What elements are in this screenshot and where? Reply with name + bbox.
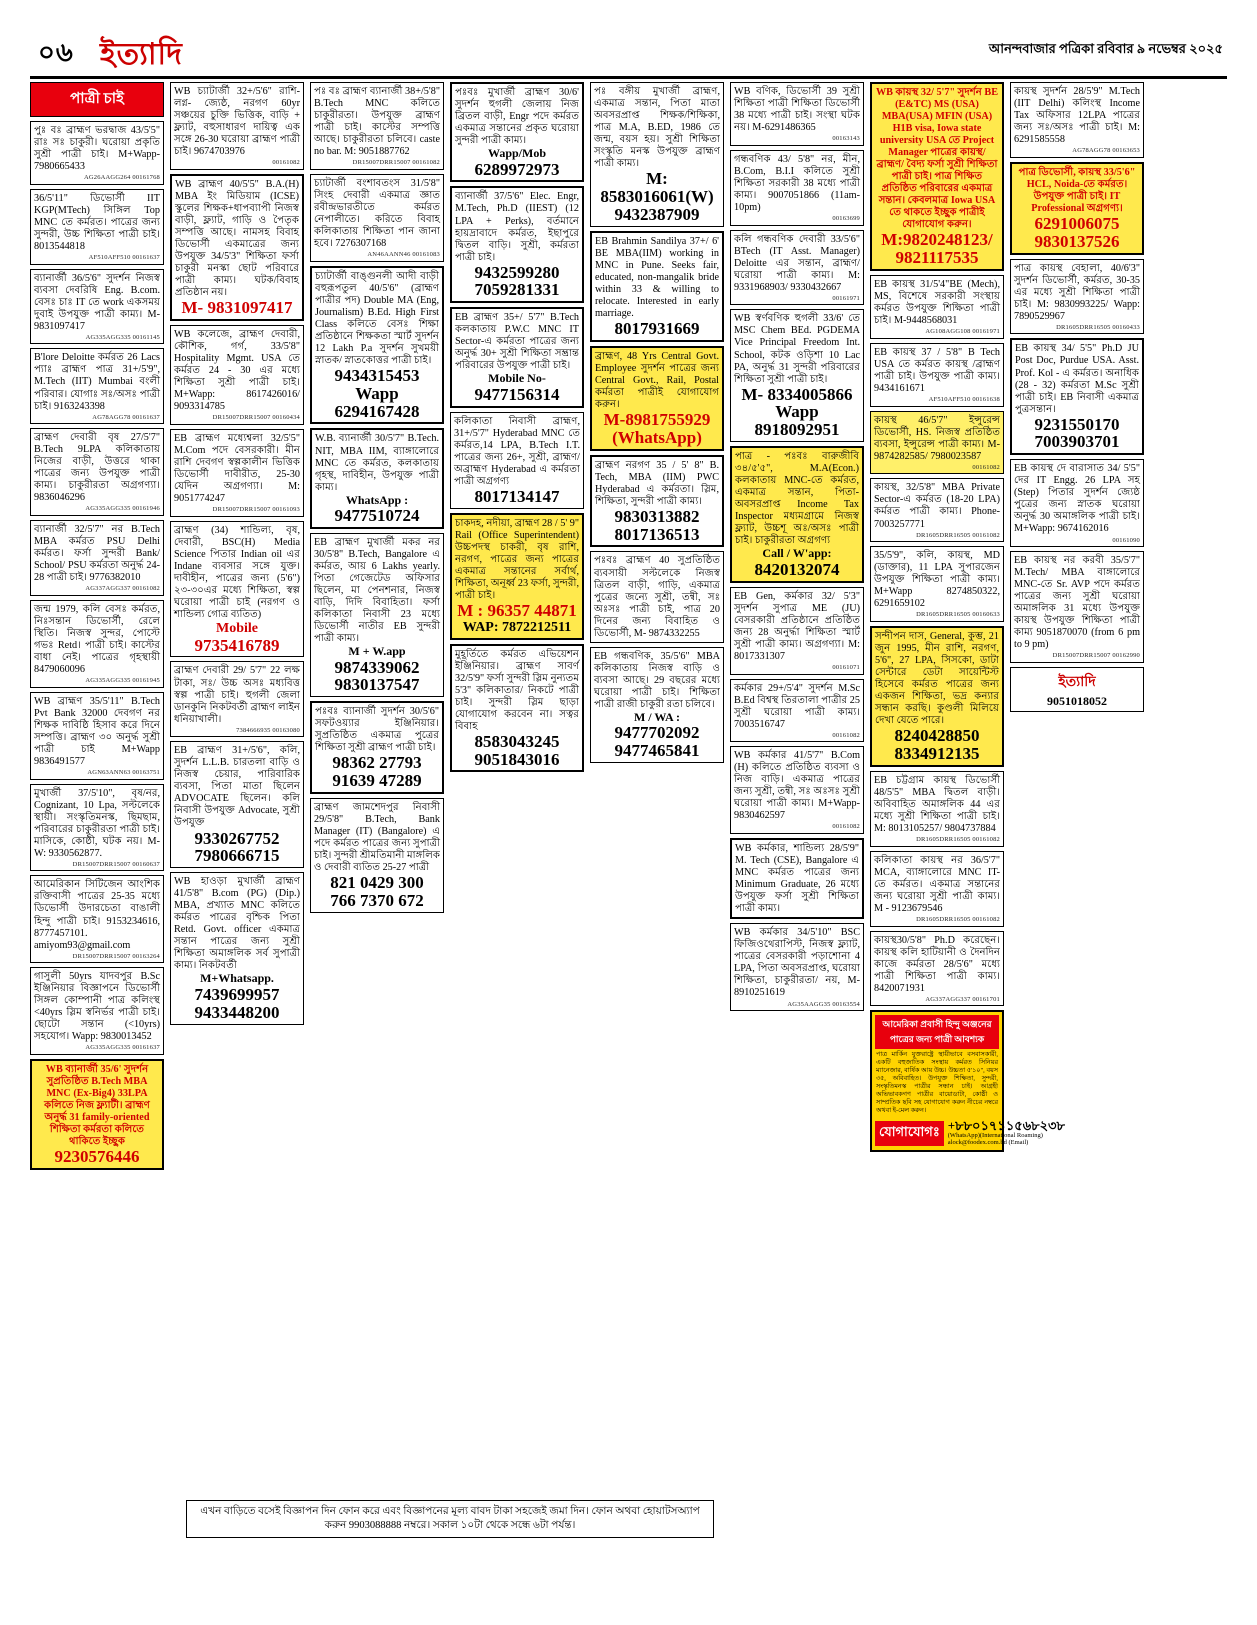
ad-body-text: পঃ বঙ্গীয় মুখার্জী ব্রাহ্মণ, একমাত্র সন্তান, পিতা মাতা অবসরপ্রাপ্ত শিক্ষক/শিক্ষিকা, পাত্র M.A, B.ED, 1986 তে জন্ম, বয়স হয়। সুশ্রী শিক্ষিতা সংস্কৃতি মনস্ক উপযুক্ত ব্রাহ্মণ পাত্রী কাম্য। — [594, 86, 720, 170]
classified-ad — [170, 82, 304, 170]
ad-phone-number[interactable]: 98362 27793 — [332, 753, 422, 773]
ad-phone-number[interactable]: 9477156314 — [474, 384, 560, 404]
ad-reference-code: AN46AANN46 00161083 — [367, 251, 440, 259]
ad-reference-code: AG335AGG335 00161946 — [85, 505, 160, 513]
classified-ad — [30, 784, 164, 872]
ad-phone-number[interactable]: 7003903701 — [1034, 432, 1120, 452]
ad-phone-number[interactable]: M- 8334005866 — [741, 384, 853, 404]
ad-reference-code: 00161082 — [832, 731, 860, 739]
ad-body-text: কর্মকার 29+/5'4" সুদর্শন M.Sc B.Ed বিশ্বস্থ তিরতালা পাত্রীর 25 সুশ্রী ঘরোয়া পাত্রী কাম্য। 7003516747 — [734, 682, 860, 730]
etyadi-small-box — [1010, 667, 1144, 712]
ad-body-text: EB ব্রাহ্মণ 35+/ 5'7" B.Tech কলকাতায় P.W.C MNC IT Sector-এ কর্মরতা পাত্রের জন্য অনুর্দ্ধ 30+ সুশ্রী শিক্ষিতা সম্ভ্রান্ত পরিবারের উপযুক্ত পাত্রী চাই। — [455, 312, 579, 372]
ad-reference-code: 00161090 — [1112, 536, 1140, 544]
classified-ad — [1010, 338, 1144, 455]
classified-ad — [30, 189, 164, 265]
ad-body-text: WB ব্যানার্জী 35/6' সুদর্শন সুপ্রতিষ্ঠিত B.Tech MBA MNC (Ex-Big4) 33LPA কলিতে নিজ ফ্ল্যাটী। ব্রাহ্মণ অনুর্দ্ধ 31 family-oriented শিক্ষিতা কর্মরতা কলিতে থাকিতে ইচ্ছুক — [44, 1064, 150, 1148]
ad-phone-label: Wapp/Mob — [487, 146, 547, 161]
ad-body-text: পুঃ বঃ ব্রাহ্মণ ভরদ্বাজ 43/5'5" রাঃ সঃ চাকুরী। ঘরোয়া প্রকৃতি সুশ্রী পাত্রী চাই। M+Wapp-7980665433 — [34, 125, 160, 173]
ad-body-text: B'lore Deloitte কর্মরত 26 Lacs প্যাঃ ব্রাহ্মণ পাত্র 31+/5'9", M.Tech (IIT) Mumbai বংলী পরিবার। যোগাঃ সঃ/অসঃ পাত্রী চাই। 9163243398 — [34, 352, 160, 412]
ad-body-text: WB কর্মকার 34/5'10" BSC ফিজিওথেরাপিস্ট, নিজস্ব ফ্ল্যাট, পাত্রের বেসরকারী পড়াশোনা 4 LPA, পিতা অবসরপ্রাপ্ত, ঘরোয়া শিক্ষিতা, চাকুরীরতা/ নয়, M-8910251619 — [734, 927, 860, 999]
ad-body-text: কায়স্থ 46/5'7" ইন্সুরেন্স ডিভোর্সী, HS. নিজস্ব প্রতিষ্ঠিত ব্যবসা, ইন্সুরেন্স পাত্রী কাম্য। M-9874282585/ 7980023587 — [874, 414, 1000, 462]
classified-column — [870, 82, 1065, 1552]
ad-phone-label: Call / W'app: — [762, 546, 832, 561]
classified-ad — [310, 174, 444, 262]
classified-ad — [1010, 82, 1144, 158]
ad-phone-number[interactable]: 8420132074 — [754, 559, 840, 579]
ad-body-text: WB কর্মকার 41/5'7" B.Com (H) কলিতে প্রতিষ্ঠিত ব্যবসা ও নিজ বাড়ি। একমাত্র পাত্রের জন্য সুশ্রী, তন্বী, সঃ অঃসঃ সুশ্রী ঘরোয়া পাত্রী কাম্য। M+Wapp- 9830462597 — [734, 750, 860, 822]
classified-ad — [870, 546, 1004, 622]
ad-body-text: পঃ বঃ ব্রাহ্মণ ব্যানার্জী 38+/5'8" B.Tech MNC কলিতে চাকুরীরতা। উপযুক্ত ব্রাহ্মণ পাত্রী চাই। কাস্টের সম্পত্তি আছে। চাকুরীরতা চলিবে। caste no bar. M: 9051887762 — [314, 86, 440, 158]
ad-phone-number[interactable]: 766 7370 672 — [330, 891, 424, 911]
ad-phone-label: WhatsApp : — [345, 492, 409, 507]
ad-reference-code: DR1605DRR16505 00160633 — [916, 611, 1000, 619]
ad-reference-code: 00161071 — [832, 663, 860, 671]
ad-phone-number[interactable]: 7059281331 — [474, 280, 560, 300]
classified-ad — [730, 679, 864, 743]
ad-phone-number[interactable]: 7439699957 — [194, 984, 280, 1004]
ad-reference-code: AG35AAGG35 00163554 — [787, 1000, 860, 1008]
classified-column — [30, 82, 164, 1552]
ad-body-text: 36/5'11" ডিভোর্সী IIT KGP(MTech) সিঙ্গিল Top MNC তে কর্মরত। পাত্রের জন্য সুন্দরী, উচ্চ শিক্ষিতা পাত্রী চাই। 8013544818 — [34, 192, 160, 252]
classified-ad — [870, 82, 1004, 271]
ad-reference-code: DR15007DRR15007 00160637 — [72, 860, 160, 868]
classified-ad — [310, 82, 444, 170]
classified-ad — [30, 428, 164, 516]
ad-reference-code: 00161082 — [272, 159, 300, 167]
ad-body-text: EB Gen, কর্মকার 32/ 5'3" সুদর্শন সুপাত্র ME (JU) বেসরকারী প্রতিষ্ঠানে প্রতিষ্ঠিত জন্য 28 অনুর্দ্ধা শিক্ষিতা স্মার্ট সুশ্রী পাত্রী কাম্য। অগ্রগণ্যা। M: 8017331307 — [734, 590, 860, 662]
classified-columns — [30, 82, 1227, 1552]
ad-body-text: WB কর্মকার, শান্ডিল্য 28/5'9" M. Tech (CSE), Bangalore এ MNC কর্মরত পাত্রের জন্য Minimum Graduate, 26 মধ্যে উপযুক্ত ফর্সা সুশ্রী শিক্ষিতা পাত্রী কাম্য। — [735, 843, 859, 915]
ad-reference-code: AGN63ANN63 00163751 — [87, 768, 160, 776]
ad-body-text: চ্যাটার্জী বংশাবতংস 31/5'8" সিংহ দেবারী একমাত্র জ্ঞাত রবীন্দ্রভারতীতে কর্মরত নেপালীতে। করিতে বিবাহ কলিকাতায় শিক্ষিতা পান জানা হবে। 7276307168 — [314, 177, 440, 249]
ad-phone-number[interactable]: M : 96357 44871 — [457, 601, 577, 620]
ad-phone-number[interactable]: 9330267752 — [194, 828, 280, 848]
classified-ad — [730, 746, 864, 834]
classified-ad — [730, 838, 864, 919]
ad-body-text: পাত্র - পঃবঃ বারুজীবি ৩৪/৫'৫", M.A(Econ.) কলকাতায় MNC-তে কর্মরত, একমাত্র সন্তান, পিতা- অবসরপ্রাপ্ত Income Tax Inspector মধ্যমগ্রামে নিজস্ব ফ্ল্যাট, উচ্চশূ অঃ/অসঃ পাত্রী চাই। চাকুরীরতা অগ্রগণ্য — [735, 451, 859, 547]
ad-body-text: WB কলেজে, ব্রাহ্মণ দেবারী, কৌশিক, গর্গ, 33/5'8" Hospitality Mgmt. USA তে কর্মরত 24 - 30 এর মধ্যে শিক্ষিতা সুশ্রী পাত্রী চাই। M+Wapp: 8617426016/ 9093314785 — [174, 329, 300, 413]
ad-body-text: WB হাওড়া মুখার্জী ব্রাহ্মণ 41/5'8" B.com (PG) (Dip.) MBA, প্রখ্যাত MNC কলিতে কর্মরত পাত্রের বৃশ্চিক পিতা Retd. Govt. officer একমাত্র সন্তান পাত্রের জন্য সুশ্রী শিক্ষিতা অমাঙ্গলিক সর্ব সুপাত্রী কাম্য। নিকটবর্তী — [174, 876, 300, 972]
ad-phone-number[interactable]: Wapp — [355, 383, 399, 403]
classified-ad — [590, 455, 724, 548]
ad-reference-code: DR15007DRR15007 00162990 — [1052, 652, 1140, 660]
ad-body-text: ব্যানার্জী 37/5'6" Elec. Engr, M.Tech, Ph.D (IIEST) (12 LPA + Perks), বর্তমানে হায়দ্রাবাদে কর্মরত, ইছাপুরে দ্বিতল বাড়ি। সুশ্রী, কর্মরতা পাত্রী চাই। — [455, 191, 579, 263]
ad-phone-number[interactable]: 9874339062 — [334, 657, 420, 677]
ad-reference-code: AF510AFF510 00161638 — [928, 395, 1000, 403]
classified-ad — [870, 626, 1004, 767]
ad-reference-code: 00163143 — [832, 135, 860, 143]
ad-reference-code: DR15007DRR15007 00163264 — [72, 952, 160, 960]
ad-body-text: 35/5'9", কলি, কায়স্থ, MD (ডাক্তার), 11 LPA সুপারজেন উপযুক্ত শিক্ষিতা পাত্রী কাম্য। M+Wapp 8274850322, 6291659102 — [874, 550, 1000, 610]
ad-phone-number[interactable]: 9432599280 — [474, 262, 560, 282]
classified-ad — [170, 661, 304, 737]
ad-phone-number[interactable]: 9477702092 — [614, 723, 700, 743]
ad-phone-number[interactable]: 8334912135 — [894, 744, 980, 764]
ad-phone-number[interactable]: 8017136513 — [614, 524, 700, 544]
ad-body-text: EB গন্ধবণিক, 35/5'6" MBA কলিকাতায় নিজস্ব বাড়ি ও ব্যবসা আছে। 29 বছরের মধ্যে ঘরোয়া পাত্রী চাই। শিক্ষিতা পাত্রী রাজী চাকুরী রতা চলিবে। — [594, 650, 720, 710]
classified-ad — [870, 411, 1004, 475]
ad-phone-number[interactable]: 821 0429 300 — [330, 873, 424, 893]
ad-body-text: WB স্বর্ণবণিক হুগলী 33/6' তে MSC Chem BEd. PGDEMA Vice Principal Freedom Int. School, কটক ওড়িশা 10 Lac PA, অনুর্দ্ধ 31 সুন্দরী পরিবারের শিক্ষিতা সুশ্রী পাত্রী চাই। — [734, 313, 860, 385]
ad-phone-label: M + W.app — [348, 644, 406, 659]
ad-body-text: আমেরিকান সিটিজেন আংশিক রক্তিবাসী পাত্রের 25-35 মধ্যে ডিভোর্সী উদারচেতা বাঙালী হিন্দু পাত্রী চাই। 9153234616, 8777457101. amiyom93@gmail.com — [34, 879, 160, 951]
classified-ad — [450, 82, 584, 182]
ad-phone-number[interactable]: 9231550170 — [1034, 414, 1120, 434]
classified-column — [310, 82, 444, 1552]
ad-reference-code: DR15007DRR15007 00160434 — [212, 414, 300, 422]
ad-body-text: ব্যানার্জী 32/5'7" নর B.Tech MBA কর্মরত PSU Delhi কর্মরত। ফর্সা সুন্দরী Bank/ School/ PSU কর্মরতা অনুর্দ্ধ 24-28 পাত্রী চাই। 9776382010 — [34, 524, 160, 584]
ad-reference-code: 00161082 — [832, 823, 860, 831]
ad-reference-code: AG78AGG78 00163653 — [1072, 147, 1140, 155]
ad-body-text: EB ব্রাহ্মণ মধ্যেশ্বলা 32/5'5" M.Com পদে বেসরকারী। মীন রাশি দেবগণ স্বল্পকালীন ভিত্তিক ডিভোর্সী দাবীরীত, 25-30 যেদিন অগ্রগণ্যা। M: 9051774247 — [174, 432, 300, 505]
section-title: পাত্রী চাই — [30, 82, 164, 117]
ad-body-text: EB কায়স্থ 34/ 5'5" Ph.D JU Post Doc, Purdue USA. Asst. Prof. Kol - এ কর্মরত। অনাধিক (28 - 32) কর্মরতা M.Sc সুশ্রী পাত্রী চাই। EB নিবাসী একমাত্র পুত্রসন্তান। — [1015, 343, 1139, 415]
ad-phone-number[interactable]: 8017931669 — [614, 318, 700, 338]
ad-body-text: EB কায়স্থ 31/5'4"BE (Mech), MS, বিশেষে সরকারী সংস্থায় কর্মরত উপযুক্ত শিক্ষিতা পাত্রী চাই। M-9448568031 — [874, 279, 1000, 327]
classified-ad — [170, 325, 304, 425]
ad-body-text: WB ব্রাহ্মণ 35/5'11" B.Tech Pvt Bank 32000 দেবগণ নর শিক্ষক দাবিষ্ঠি হিসাব করে দিনে সম্পত্তি। ব্রাহ্মণ ৩০ অনুর্দ্ধ সুশ্রী পাত্রী চাই M+Wapp 9836491577 — [34, 695, 160, 767]
ad-phone-number[interactable]: 7980666715 — [194, 846, 280, 866]
ad-body-text: জন্ম 1979, কলি বেসঃ কর্মরত, নিঃসন্তান ডিভোর্সী, রেলে স্থিতি। নিজস্ব সুন্দর, পোস্টে গভঃ Retd। পাত্রী চাই। কাস্টের বাধা নেই। পাত্রের গৃহস্থায়ী 8479060096 — [34, 603, 160, 676]
ad-phone-number[interactable]: 9830313882 — [614, 506, 700, 526]
classified-ad — [870, 931, 1004, 1007]
ad-phone-number[interactable]: 6291006075 — [1034, 213, 1120, 233]
ad-phone-number[interactable]: M- 9831097417 — [181, 298, 293, 318]
ad-phone-label: M+Whatsapp. — [200, 971, 274, 986]
ad-phone-number[interactable]: 9433448200 — [194, 1002, 280, 1022]
ad-phone-number[interactable]: 91639 47289 — [332, 771, 422, 791]
ad-phone-number[interactable]: 6289972973 — [474, 159, 560, 179]
ad-body-text: চাকদহ, নদীয়া, ব্রাহ্মণ 28 / 5' 9" Rail (Office Superintendent) উচ্চপদস্থ চাকরী, বৃষ রাশি, নরগণ, পাত্রের জন্য পাত্রের একমাত্র সন্তানের সর্বার্থ, শিক্ষিতা, অনূর্ধ্ব 23 ফর্সা, সুন্দরী, পাত্রী চাই। — [455, 517, 579, 601]
classified-column — [1010, 82, 1144, 1552]
ad-reference-code: AG78AGG78 00161637 — [92, 413, 160, 421]
classified-ad — [30, 692, 164, 780]
ad-body-text: গাসুলী 50yrs যাদবপুর B.Sc ইঞ্জিনিয়ার বিজ্ঞাপনে ডিভোর্সী সিঙ্গল কোম্পানী পাত্র কলিংস্থ <40yrs স্লিম স্বনির্ভর পাত্রী চাই। ছোটো সন্তান (<10yrs) সহযোগ। Wapp: 9830013452 — [34, 971, 160, 1043]
ad-phone-number[interactable]: 9735416789 — [194, 635, 280, 655]
classified-ad — [590, 551, 724, 642]
ad-body-text: EB Brahmin Sandilya 37+/ 6' BE MBA(IIM) working in MNC in Pune. Seeks fair, educated, non-mangalik bride within 33 & willing to relocate. Interested in early marriage. — [595, 235, 719, 319]
classified-ad — [310, 533, 444, 697]
classified-column — [170, 82, 304, 1552]
ad-phone-number[interactable]: M-8981755929 (WhatsApp) — [603, 409, 711, 447]
ad-body-text: পাত্র কায়স্থ বেহালা, 40/6'3" সুদর্শন ডিভোর্সী, কর্মরত, 30-35 এর মধ্যে সুশ্রী শিক্ষিতা পাত্রী চাই। M: 9830993225/ Wapp: 7890529967 — [1014, 262, 1140, 322]
ad-body-text: WB চ্যাটার্জী 32+/5'6" রাশি-লগ্ন- জ্যেষ্ঠ, নরগণ 60yr সঞ্চয়ের চুক্তি ভিত্তিক, বাড়ি + ফ্ল্যাট, বহুসাধারণ দায়িত্ব এক সঙ্গে 26-30 ঘরোয়া ব্রাহ্মণ পাত্রী চাই। 9674703976 — [174, 86, 300, 158]
classified-ad — [30, 520, 164, 596]
ad-phone-number[interactable]: 9830137526 — [1034, 231, 1120, 251]
ad-phone-number[interactable]: 9051843016 — [474, 749, 560, 769]
ad-body-text: গন্ধবণিক 43/ 5'8" নর, মীন, B.Com, B.I.I কলিতে সুশ্রী শিক্ষিতা সরকারী 38 মধ্যে পাত্রী কাম্য। 9007051866 (11am-10pm) — [734, 153, 860, 213]
ad-body-text: ব্যানার্জী 36/5'6" সুদর্শন নিজস্ব ব্যবসা দেবরিষি Eng. B.com. বেসঃ চাঃ IT তে work একসময় দুবাই উপযুক্ত পাত্রী কাম্য। M-9831097417 — [34, 272, 160, 332]
ad-body-text: পঃবঃ ব্যানার্জী সুদর্শন 30/5'6" সফটওয়্যার ইঞ্জিনিয়ার। সুপ্রতিষ্ঠিত একমাত্র পুত্রের শিক্ষিতা সুশ্রী ব্রাহ্মণ পাত্রী চাই। — [315, 706, 439, 754]
classified-ad — [450, 513, 584, 640]
ad-body-text: EB কায়স্থ দে বারাসাত 34/ 5'5" দের IT Engg. 26 LPA সহ (Step) পিতার সুদর্শন জ্যেষ্ঠ পুত্রের জন্য স্নাতক ঘরোয়া অনুর্দ্ধ 30 অমাঙ্গলিক পাত্রী চাই। M+Wapp: 9674162016 — [1014, 463, 1140, 535]
ad-body-text: পাত্র ডিভোর্সী, কায়স্থ 33/5'6" HCL, Noida-তে কর্মরত। উপযুক্ত পাত্রী চাই। IT Professional অগ্রগণ্য। — [1018, 166, 1136, 214]
contact-phone[interactable]: +৮৮০১৭১১৫৬৮২৩৮ — [947, 1118, 1065, 1134]
classified-ad — [1010, 259, 1144, 335]
classified-ad — [730, 150, 864, 226]
classified-ad — [310, 428, 444, 528]
classified-ad — [870, 343, 1004, 407]
ad-body-text: ব্রাহ্মণ নরগণ 35 / 5' 8" B. Tech, MBA (IIM) PWC Hyderabad এ কর্মরতা। স্লিম, শিক্ষিতা, সুন্দরী পাত্রী কাম্য। — [595, 459, 719, 507]
ad-reference-code: 00163699 — [832, 214, 860, 222]
ad-phone-number[interactable]: 6294167428 — [334, 401, 420, 421]
ad-reference-code: AF510AFF510 00161637 — [88, 253, 160, 261]
ad-reference-code: DR15007DRR15007 00161093 — [212, 506, 300, 514]
ad-phone-label: Mobile — [216, 620, 258, 636]
classified-ad — [590, 647, 724, 763]
classified-ad — [730, 587, 864, 675]
display-ad-headline: আমেরিকা প্রবাসী হিন্দু অঞ্জনের পাত্রের জন্য পাত্রী আবশ্যক — [875, 1015, 999, 1049]
ad-body-text: EB চট্টগ্রাম কায়স্থ ডিভোর্সী 48/5'5" MBA দ্বিতল বাড়ী। অবিবাহিত অমাঙ্গলিক 44 এর মধ্যে সুশ্রী শিক্ষিতা পাত্রী চাই। M: 8013105257/ 9804737884 — [874, 774, 1000, 835]
ad-phone-number[interactable]: 8583043245 — [474, 731, 560, 751]
ad-phone-number[interactable]: 8918092951 — [754, 420, 840, 440]
ad-body-text: EB কায়স্থ 37 / 5'8" B Tech USA তে কর্মরত কায়স্থ /ব্রাহ্মণ পাত্রী চাই। উপযুক্ত পাত্রী কাম্য। 9434161671 — [874, 346, 1000, 394]
ad-phone-label: M / WA : — [633, 709, 681, 724]
classified-ad — [30, 600, 164, 688]
page-folio: ০৬ — [38, 38, 74, 67]
ad-reference-code: AG335AGG335 00161145 — [85, 333, 160, 341]
classified-ad — [1010, 162, 1144, 255]
classified-ad — [870, 478, 1004, 542]
classified-column — [590, 82, 724, 1552]
classified-ad — [590, 82, 724, 227]
ad-body-text: EB কায়স্থ নর করবী 35/5'7" M.Tech/ MBA বাঙ্গালোরে MNC-তে Sr. AVP পদে কর্মরত পাত্রের জন্য সুশ্রী ঘরোয়া অমাঙ্গলিক 31 মধ্যে উপযুক্ত কায়স্থ উপযুক্ত শিক্ষিতা পাত্রী কাম্য 9051870070 (from 6 pm to 9 pm) — [1014, 555, 1140, 651]
ad-body-text: কলিকাতা নিবাসী ব্রাহ্মণ, 31+/5'7" Hyderabad MNC তে কর্মরত,14 LPA, B.Tech I.T. পাত্রের জন্য 26+, সুশ্রী, ব্রাহ্মণ/অব্রাহ্মণ Hyderabad এ কর্মরতা পাত্রী অগ্রগণ্য — [454, 415, 580, 487]
display-ad-body: পাত্র মার্কিন যুক্তরাষ্ট্রে স্থায়ীভাবে বসবাসকারী, একটি বহুজাতিক সংস্থায় কর্মরত সিনিয়র ম্যানেজার, বার্ষিক আয় উচ্চ। উচ্চতা ৫'১০", বয়স ৩৫, অবিবাহিত। উপযুক্ত শিক্ষিতা, সুন্দরী, সংস্কৃতিমনস্ক পাত্রীর সন্ধান চাই। আগ্রহী অভিভাবকগণ পাত্রীর বায়োডাটা, কোষ্ঠী ও সাম্প্রতিক ছবি সহ যোগাযোগ করুন নীচের নম্বরে অথবা ই-মেল করুন। — [876, 1051, 998, 1115]
ad-phone-label: Mobile No- — [488, 371, 546, 386]
ad-body-text: মুহূর্তিতে কর্মরত এভিয়েশন ইঞ্জিনিয়ার। ব্রাহ্মণ সাবর্ণ 32/5'9" ফর্সা সুন্দরী স্লিম নুন্যতম 5'3" কলিকাতার/ নিকটে পাত্রী চাই। সুন্দরী স্লিম ছাড়া যোগাযোগ করবেন না। সত্বর বিবাহ — [455, 648, 579, 732]
ad-phone-number-secondary[interactable]: WAP: 7872212511 — [462, 619, 572, 635]
ad-reference-code: AG337AGG337 00161701 — [925, 995, 1000, 1003]
ad-body-text: WB কায়স্থ 32/ 5'7" সুদর্শন BE (E&TC) MS (USA) MBA(USA) MFIN (USA) H1B visa, Iowa state university USA তে Project Manager পাত্রের কায়স্থ/ ব্রাহ্মণ/ বৈদ্য ফর্সা সুশ্রী শিক্ষিতা পাত্রী চাই। পাত্র শিক্ষিত প্রতিষ্ঠিত পরিবারের একমাত্র সন্তান। কেবলমাত্র Iowa USA তে থাকতে ইচ্ছুক পাত্রীই যোগাযোগ করুন। — [875, 87, 998, 231]
classified-ad — [170, 429, 304, 517]
classified-ad — [730, 923, 864, 1011]
classified-column — [730, 82, 864, 1552]
ad-reference-code: 00161082 — [972, 463, 1000, 471]
ad-reference-code: DR1605DRR16505 00161082 — [916, 836, 1000, 844]
footer-note: এখন বাড়িতে বসেই বিজ্ঞাপন দিন ফোন করে এবং বিজ্ঞাপনের মূল্য বাবদ টাকা সহজেই জমা দিন। ফোন অথবা হোয়াটসঅ্যাপ করুন 9903088888 নম্বরে। সকাল ১০টা থেকে সন্ধে ৬টা পর্যন্ত। — [186, 1500, 714, 1538]
ad-reference-code: AG337AGG337 00161082 — [85, 585, 160, 593]
ad-body-text: ব্রাহ্মণ দেবারী বৃষ 27/5'7" B.Tech 9LPA কলিকাতায় নিজের বাড়ী, উত্তরে থাকা পাত্রের জন্য উপযুক্ত পাত্রী কাম্য। চাকুরীরতা অগ্রগণ্যা। 9836046296 — [34, 432, 160, 504]
classified-ad — [170, 521, 304, 658]
ad-reference-code: AG335AGG335 00161637 — [85, 1044, 160, 1052]
ad-body-text: পঃবঃ ব্রাহ্মণ 40 সুপ্রতিষ্ঠিত ব্যবসায়ী সল্টলেকে নিজস্ব ত্রিতল বাড়ী, গাড়ি, একমাত্র পুত্রের জন্যে সুশ্রী, তন্বী, সঃ অঃসঃ পাত্রী চাই, পাত্র 20 দিনের জন্য বিবাহিত ও ডিভোর্সী, M- 9874332255 — [594, 555, 720, 639]
classified-ad — [590, 231, 724, 342]
ad-body-text: সন্দীপন দাস, General, কুম্ভ, 21 জুন 1995, মীন রাশি, নরগণ, 5'6", 27 LPA, সিসকো, ডাটা সেন্টারে ডেটা সায়েন্টিস্ট হিসেবে কর্মরত পাত্রের জন্য একজন শিক্ষিতা, ভদ্র কন্যার সন্ধান করছি। কুণ্ডলী মিলিয়ে দেখা যেতে পারে। — [875, 631, 999, 727]
ad-body-text: ব্রাহ্মণ (34) শান্ডিল্য, বৃষ, দেবারী, BSC(H) Media Science পিতার Indian oil এর Indane ব্যবসার সঙ্গে যুক্ত। দাবীহীন, পাত্রের জন্য (5'6") ২৩-৩০এর মধ্যে শিক্ষিতা, স্বল্প ঘরোয়া পাত্রী চাই (নরগণ ও শান্ডিল্য গোত্র ব্যতিত) — [174, 524, 300, 620]
ad-phone-number[interactable]: 9477510724 — [334, 506, 420, 526]
classified-ad — [590, 346, 724, 451]
ad-phone-number[interactable]: M:9820248123/ 9821117535 — [881, 230, 993, 268]
classified-ad — [450, 644, 584, 773]
edition-line: আনন্দবাজার পত্রিকা রবিবার ৯ নভেম্বর ২০২৫ — [988, 41, 1223, 56]
ad-body-text: W.B. ব্যানার্জী 30/5'7" B.Tech. NIT, MBA IIM, ব্যাঙ্গালোরে MNC তে কর্মরত, কলকাতায় গৃহস্থ, দাবিহীন, উপযুক্ত পাত্রী কাম্য। — [315, 433, 439, 493]
ad-reference-code: DR15007DRR15007 00161082 — [352, 159, 440, 167]
ad-body-text: WB ব্রাহ্মণ 40/5'5" B.A.(H) MBA ইং মিডিয়াম (ICSE) স্কুলের শিক্ষক+ধাপব্যাপী নিজস্ব বাড়ী, ফ্ল্যাট, গাড়ি ও পৈতৃক সম্পত্তি আছে। নামসহ বিবাহ ডিভোর্সী একমাত্রের জন্য উপযুক্ত 34/5'3" শিক্ষিতা ফর্সা চাকুরী মনস্কা ছোট পরিবারে পাত্রী কাম্য। ঘটক/বিবাহ প্রতিষ্ঠান নয়। — [175, 178, 299, 299]
ad-body-text: EB ব্রাহ্মণ 31+/5'6", কলি, সুদর্শন L.L.B. চারতলা বাড়ি ও নিজস্ব চেয়ার, পারিবারিক ব্যবসা, পিতা মাতা ছিলেন ADVOCATE ছিলেন। কলি নিবাসী উপযুক্ত Advocate, সুশ্রী উপযুক্ত — [174, 745, 300, 829]
classified-ad — [870, 851, 1004, 927]
ad-reference-code: DR1605DRR16505 00160433 — [1056, 323, 1140, 331]
ad-phone-number[interactable]: M: 8583016061(W) — [600, 169, 714, 207]
ad-body-text: কায়স্থ সুদর্শন 28/5'9" M.Tech (IIT Delhi) কলিংস্থ Income Tax অফিসার 12LPA পাত্রের জন্য সঃ/অসঃ পাত্রী চাই। M: 6291585558 — [1014, 86, 1140, 146]
ad-body-text: EB ব্রাহ্মণ মুখার্জী মকর নর 30/5'8" B.Tech, Bangalore এ কর্মরত, আয় 6 Lakhs yearly. পিতা গেজেটেড অফিসার ছিলেন, মা পেনশনার, নিজস্ব বাড়ি, দিদি বিবাহিতা। ফর্সা কলিকাতা নিবাসী 23 মধ্যে ডিভোর্সী নাতীর EB সুন্দরী পাত্রী কাম্য। — [314, 536, 440, 645]
ad-body-text: কায়স্থ, 32/5'8" MBA Private Sector-এ কর্মরত (18-20 LPA) কর্মরত পাত্রী কাম্য। Phone- 7003257771 — [874, 482, 1000, 530]
contact-email[interactable]: alock@foodex.com.bd (Email) — [947, 1138, 1029, 1146]
classified-ad — [1010, 551, 1144, 663]
display-ad-contact — [875, 1118, 1065, 1146]
classified-ad — [170, 872, 304, 1024]
ad-phone-number[interactable]: 8240428850 — [894, 726, 980, 746]
classified-ad — [870, 771, 1004, 847]
etyadi-word: ইত্যাদি — [1058, 675, 1096, 691]
classified-ad — [310, 701, 444, 794]
ad-reference-code: 00161971 — [832, 294, 860, 302]
classified-ad — [30, 348, 164, 424]
ad-phone-number[interactable]: 9230576446 — [54, 1147, 140, 1167]
classified-ad — [1010, 459, 1144, 547]
classified-ad — [450, 307, 584, 407]
section-masthead-title: ইত্যাদি — [100, 38, 183, 71]
classified-ad — [730, 309, 864, 442]
display-advertisement — [870, 1010, 1065, 1151]
contact-label: যোগাযোগঃ — [875, 1121, 944, 1146]
contact-whatsapp-note: (WhatsApp)(International Roaming) — [947, 1132, 1043, 1140]
classified-ad — [30, 269, 164, 345]
etyadi-phone[interactable]: 9051018052 — [1047, 694, 1107, 709]
ad-reference-code: 7384666935 00163080 — [236, 726, 300, 734]
classified-column — [450, 82, 584, 1552]
ad-reference-code: DR1605DRR16505 00161082 — [916, 915, 1000, 923]
classified-ad — [170, 174, 304, 321]
ad-body-text: ব্রাহ্মণ, 48 Yrs Central Govt. Employee সুদর্শন পাত্রের জন্য Central Govt., Rail, Postal কর্মরতা পাত্রীই যোগাযোগ করুন। — [595, 350, 719, 410]
ad-body-text: WB বণিক, ডিভোর্সী 39 সুশ্রী শিক্ষিতা পাত্রী শিক্ষিতা ডিভোর্সী 38 মধ্যে পাত্রী চাই। সংস্থা ঘটক নয়। M-6291486365 — [734, 86, 860, 134]
ad-body-text: ব্রাহ্মণ দেবারী 29/ 5'7" 22 লক্ষ টাকা, সঃ/ উচ্চ অসঃ মধ্যবিত্ত স্বল্প পাত্রী চাই। হুগলী জেলা ডানকুনি নিকটবর্তী ব্রাহ্মণ লাইন ধনিয়াখালী। — [174, 665, 300, 725]
ad-reference-code: DR1605DRR16505 00161082 — [916, 531, 1000, 539]
ad-reference-code: AG26AAGG264 00161768 — [83, 174, 160, 182]
ad-phone-number[interactable]: Wapp — [775, 402, 819, 422]
classified-ad — [730, 446, 864, 583]
ad-phone-number[interactable]: 9830137547 — [334, 675, 420, 695]
ad-body-text: ব্রাহ্মণ জামশেদপুর নিবাসী 29/5'8" B.Tech, Bank Manager (IT) (Bangalore) এ পদে কর্মরত পাত্রের জন্য সুপাত্রী চাই। সুন্দরী শ্রীমতিমানী মাঙ্গলিক ও দেবারী ব্যতিত 25-27 পাত্রী — [314, 802, 440, 874]
classified-ad — [310, 798, 444, 913]
classified-ad — [30, 875, 164, 963]
ad-phone-number[interactable]: 9432387909 — [614, 204, 700, 224]
ad-reference-code: AG108AGG108 00161971 — [925, 328, 1000, 336]
ad-body-text: মুখার্জী 37/5'10", বৃষ/নর, Cognizant, 10 Lpa, সল্টলেকে স্থায়ী। সংস্কৃতিমনস্ক, ছিমছাম, পরিবারের চাকুরীরতা পাত্রী চাই। মাসিকে, কোষ্ঠী, ঘটক নয়। M-W: 9330562877. — [34, 787, 160, 859]
classified-ad — [870, 275, 1004, 339]
ad-phone-number[interactable]: 9434315453 — [334, 365, 420, 385]
ad-body-text: কলিকাতা কায়স্থ নর 36/5'7" MCA, ব্যাঙ্গালোরে MNC IT-তে কর্মরত। একমাত্র সন্তানের জন্য ঘরোয়া সুশ্রী পাত্রী কাম্য। M - 9123679546 — [874, 854, 1000, 914]
ad-body-text: পঃবঃ মুখার্জী ব্রাহ্মণ 30/6' সুদর্শন হুগলী জেলায় নিজ ব্রিতল বাড়ী, Engr পদে কর্মরত একমাত্র সন্তানের প্রকৃত ঘরোয়া সুন্দরী পাত্রী কাম্য। — [455, 87, 579, 147]
classified-ad — [30, 121, 164, 185]
ad-phone-number[interactable]: 9477465841 — [614, 741, 700, 761]
classified-ad — [730, 82, 864, 146]
ad-reference-code: AG335AGG335 00161945 — [85, 677, 160, 685]
classified-ad — [30, 967, 164, 1055]
classified-ad — [450, 186, 584, 303]
ad-body-text: কায়স্থ30/5'8" Ph.D করেছেন। কায়স্থ কলি হাটিয়ানী ও দৈনদিন কাজে কর্মরতা 28/5'6" মধ্যে পাত্রী শিক্ষিতা পাত্রী কাম্য। 8420071931 — [874, 934, 1000, 994]
ad-body-text: চ্যাটার্জী বাঙ্গুনলী আদী বাড়ী বহুরূপতুল 40/5'6" (ব্রাহ্মণ পাত্রীর পদ) Double MA (Eng, Journalism) B.Ed. High First Class কলিতে বেসঃ শিক্ষা প্রতিষ্ঠানে শিক্ষকতা স্মার্ট সুদর্শন 12 Lakh P.a সুদর্শন সুখময়ী স্নাতক/ স্নাতকোত্তর পাত্রী চাই। — [315, 270, 439, 366]
classified-ad — [450, 412, 584, 509]
classified-ad — [310, 266, 444, 425]
ad-phone-number[interactable]: 8017134147 — [474, 486, 560, 506]
masthead — [30, 30, 1227, 79]
ad-body-text: কলি গন্ধবণিক দেবারী 33/5'6" BTech (IT Asst. Manager) Deloitte এর সন্তান, ব্রাহ্মণ/ ঘরোয়া পাত্রী কাম্য। M: 9331968903/ 9330432667 — [734, 233, 860, 293]
classified-ad — [170, 741, 304, 868]
classified-ad — [730, 230, 864, 306]
classified-ad — [30, 1059, 164, 1170]
